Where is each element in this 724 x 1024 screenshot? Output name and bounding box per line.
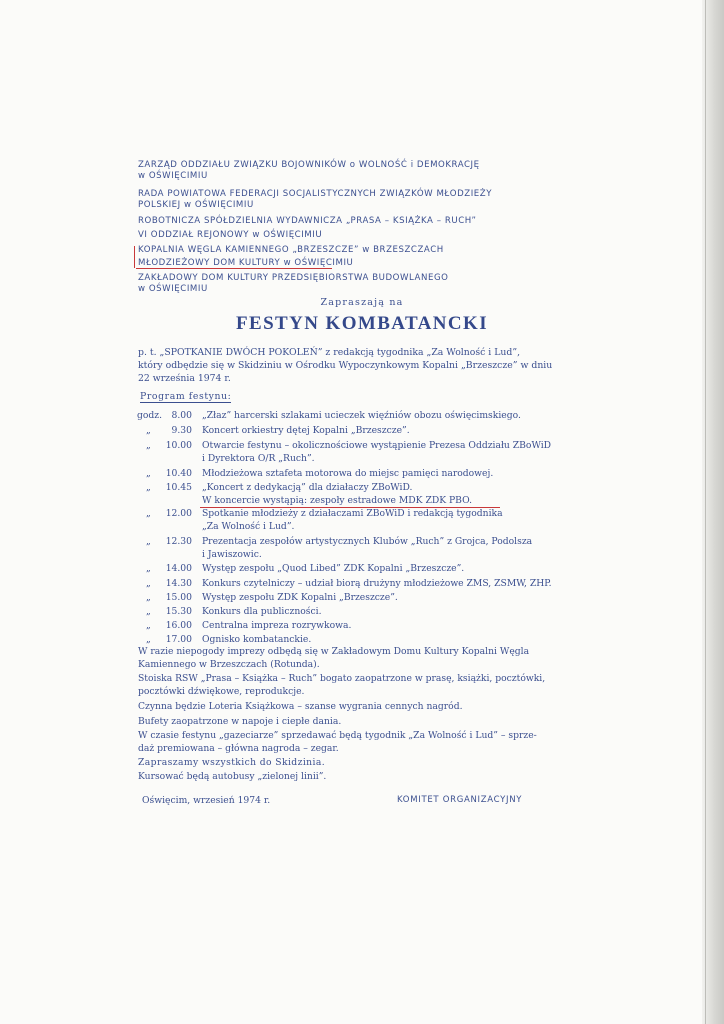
program-description: Konkurs dla publiczności.: [202, 606, 322, 617]
program-time: 10.45: [165, 482, 192, 493]
program-time: 8.00: [171, 410, 192, 421]
note-line: daż premiowana – główna nagroda – zegar.: [138, 743, 339, 754]
ditto-mark: „: [146, 620, 151, 631]
organizer-line: ZARZĄD ODDZIAŁU ZWIĄZKU BOJOWNIKÓW o WOLNOŚĆ i DEMOKRACJĘ: [138, 160, 480, 170]
ditto-mark: „: [146, 482, 151, 493]
program-title: Program festynu:: [140, 391, 232, 402]
ditto-mark: „: [146, 634, 151, 645]
red-pen-margin-mark: [134, 246, 135, 268]
note-line: Bufety zaopatrzone w napoje i ciepłe dania.: [138, 716, 342, 727]
program-description: W koncercie wystąpią: zespoły estradowe MDK ZDK PBO.: [202, 495, 472, 506]
program-time: 15.00: [165, 592, 192, 603]
invitation-line: Zapraszają na: [320, 297, 404, 308]
program-description: Występ zespołu „Quod Libed” ZDK Kopalni „Brzeszcze”.: [202, 563, 465, 574]
program-description: Prezentacja zespołów artystycznych Klubów „Ruch” z Grojca, Podolsza: [202, 536, 533, 547]
program-time: 9.30: [171, 425, 192, 436]
note-line: pocztówki dźwiękowe, reprodukcje.: [138, 686, 305, 697]
ditto-mark: „: [146, 536, 151, 547]
program-description: Spotkanie młodzieży z działaczami ZBoWiD i redakcją tygodnika: [202, 508, 503, 519]
organizer-line: VI ODDZIAŁ REJONOWY w OŚWIĘCIMIU: [138, 230, 323, 240]
ditto-mark: „: [146, 578, 151, 589]
organizer-line: POLSKIEJ w OŚWIĘCIMIU: [138, 200, 254, 210]
intro-line: który odbędzie się w Skidziniu w Ośrodku Wypoczynkowym Kopalni „Brzeszcze” w dniu: [138, 360, 553, 371]
scan-edge-line: [705, 0, 706, 1024]
program-description: Ognisko kombatanckie.: [202, 634, 312, 645]
program-time: 14.00: [165, 563, 192, 574]
program-description: Młodzieżowa sztafeta motorowa do miejsc pamięci narodowej.: [202, 468, 494, 479]
note-line: Czynna będzie Loteria Książkowa – szanse wygrania cennych nagród.: [138, 701, 463, 712]
intro-line: 22 września 1974 r.: [138, 373, 231, 384]
note-line: Zapraszamy wszystkich do Skidzinia.: [138, 757, 326, 768]
ditto-mark: „: [146, 563, 151, 574]
organizer-line: w OŚWIĘCIMIU: [138, 171, 208, 181]
ditto-mark: „: [146, 440, 151, 451]
event-title: FESTYN KOMBATANCKI: [236, 313, 488, 334]
note-line: Kamiennego w Brzeszczach (Rotunda).: [138, 659, 320, 670]
program-description: Konkurs czytelniczy – udział biorą drużyny młodzieżowe ZMS, ZSMW, ZHP.: [202, 578, 552, 589]
program-description: Występ zespołu ZDK Kopalni „Brzeszcze”.: [202, 592, 398, 603]
program-description: „Za Wolność i Lud”.: [202, 521, 295, 532]
organizer-line: MŁODZIEŻOWY DOM KULTURY w OŚWIĘCIMIU: [138, 258, 354, 268]
red-pen-underline: [136, 268, 332, 269]
program-description: i Dyrektora O/R „Ruch”.: [202, 453, 315, 464]
organizer-line: ZAKŁADOWY DOM KULTURY PRZEDSIĘBIORSTWA BUDOWLANEGO: [138, 273, 449, 283]
program-time: 15.30: [165, 606, 192, 617]
program-description: Koncert orkiestry dętej Kopalni „Brzeszcze”.: [202, 425, 410, 436]
note-line: Kursować będą autobusy „zielonej linii”.: [138, 771, 327, 782]
red-pen-underline: [200, 507, 500, 508]
organizer-line: w OŚWIĘCIMIU: [138, 284, 208, 294]
organizing-committee: KOMITET ORGANIZACYJNY: [397, 795, 523, 805]
program-description: „Złaz” harcerski szlakami ucieczek więźniów obozu oświęcimskiego.: [202, 410, 521, 421]
organizer-line: ROBOTNICZA SPÓŁDZIELNIA WYDAWNICZA „PRASA – KSIĄŻKA – RUCH”: [138, 216, 477, 226]
organizer-line: KOPALNIA WĘGLA KAMIENNEGO „BRZESZCZE” w BRZESZCZACH: [138, 245, 444, 255]
place-date: Oświęcim, wrzesień 1974 r.: [142, 795, 271, 806]
ditto-mark: „: [146, 592, 151, 603]
program-description: i Jawiszowic.: [202, 549, 262, 560]
program-description: „Koncert z dedykacją” dla działaczy ZBoWiD.: [202, 482, 413, 493]
program-description: Centralna impreza rozrywkowa.: [202, 620, 352, 631]
program-time: 12.00: [165, 508, 192, 519]
ditto-mark: „: [146, 508, 151, 519]
program-prefix: godz.: [137, 410, 163, 421]
program-time: 14.30: [165, 578, 192, 589]
organizer-line: RADA POWIATOWA FEDERACJI SOCJALISTYCZNYCH ZWIĄZKÓW MŁODZIEŻY: [138, 189, 493, 199]
program-time: 10.00: [165, 440, 192, 451]
ditto-mark: „: [146, 606, 151, 617]
ditto-mark: „: [146, 425, 151, 436]
ditto-mark: „: [146, 468, 151, 479]
program-description: Otwarcie festynu – okolicznościowe wystąpienie Prezesa Oddziału ZBoWiD: [202, 440, 552, 451]
note-line: W razie niepogody imprezy odbędą się w Zakładowym Domu Kultury Kopalni Węgla: [138, 646, 530, 657]
note-line: W czasie festynu „gazeciarze” sprzedawać będą tygodnik „Za Wolność i Lud” – sprze-: [138, 730, 537, 741]
program-time: 10.40: [165, 468, 192, 479]
note-line: Stoiska RSW „Prasa – Książka – Ruch” bogato zaopatrzone w prasę, książki, pocztówki,: [138, 673, 546, 684]
program-time: 16.00: [165, 620, 192, 631]
intro-line: p. t. „SPOTKANIE DWÓCH POKOLEŃ” z redakcją tygodnika „Za Wolność i Lud”,: [138, 347, 521, 358]
program-time: 17.00: [165, 634, 192, 645]
program-time: 12.30: [165, 536, 192, 547]
